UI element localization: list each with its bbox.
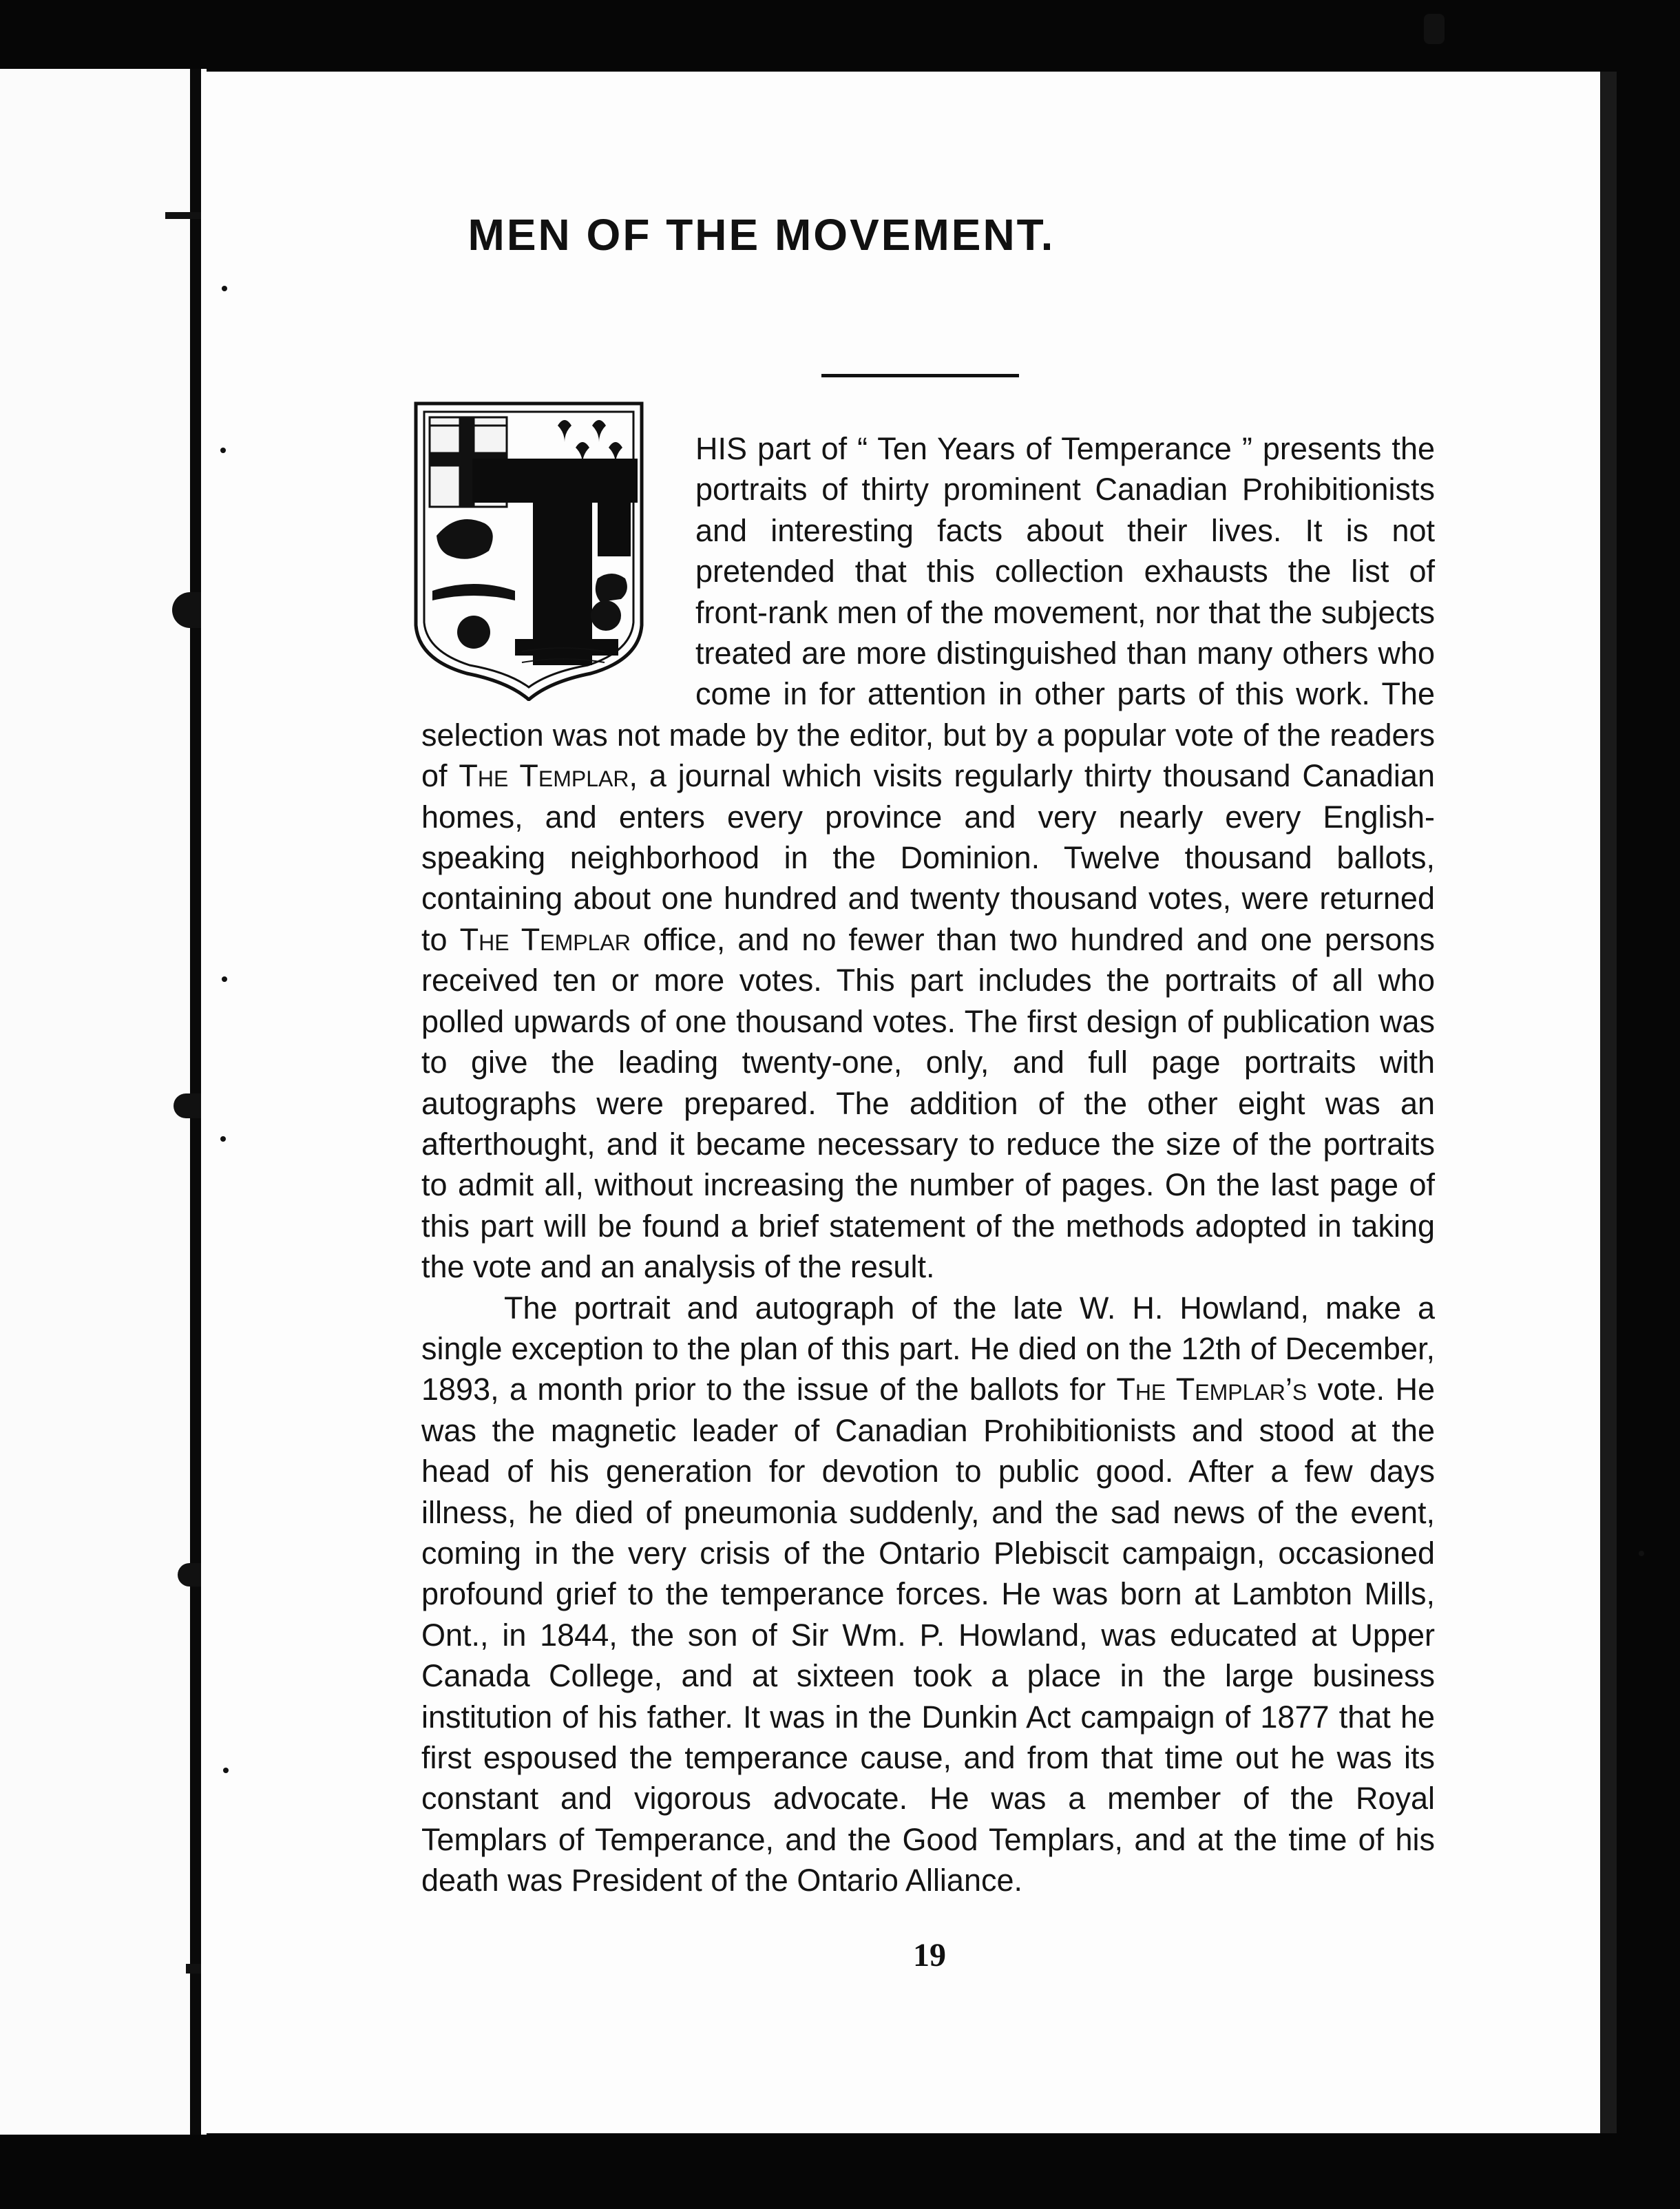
journal-name: The Templar [459, 921, 631, 957]
journal-name: The Templar [459, 758, 629, 794]
title-rule [821, 374, 1019, 377]
margin-dot [222, 976, 227, 982]
page-title: MEN OF THE MOVEMENT. [468, 210, 1056, 260]
paragraph-text: The portrait and autograph of the late W. H. Howland, make a single exception to the plan of this part. He died on the 12th of December, 1893, a month prior to the issue of the ballots for [421, 1290, 1435, 1407]
paragraph-intro [421, 428, 1435, 1288]
paragraph-text: , a journal which visits regularly thirty thousand Canadian homes, and enters every province and very nearly every English-speaking neighborhood in the Dominion. Twelve thousand ballots, containing about one hundred and twenty thousand votes, were returned to [421, 758, 1435, 957]
margin-dot [220, 1136, 226, 1142]
page-number: 19 [913, 1937, 946, 1974]
paragraph-text: vote. He was the magnetic leader of Canadian Prohibitionists and stood at the head of his generation for devotion to public good. After a few days illness, he died of pneumonia suddenly, and the sad news of the event, coming in the very crisis of the Ontario Plebiscit campaign, occasioned profound grief to the temperance forces. He was born at Lambton Mills, Ont., in 1844, the son of Sir Wm. P. Howland, was educated at Upper Canada College, and at sixteen took a place in the large business institution of his father. It was in the Dunkin Act campaign of 1877 that he first espoused the temperance cause, and from that time out he was its constant and vigorous advocate. He was a member of the Royal Templars of Temperance, and the Good Templars, and at the time of his death was President of the Ontario Alliance. [421, 1372, 1436, 1898]
paragraph-text: office, and no fewer than two hundred and one persons received ten or more votes. This part includes the portraits of all who polled upwards of one thousand votes. The first design of publication was to give the leading twenty-one, only, and full page portraits with autographs were prepared. The addition of the other eight was an afterthought, and it became necessary to reduce the size of the portraits to admit all, without increasing the number of pages. On the last page of this part will be found a brief statement of the methods adopted in taking the vote and an analysis of the result. [421, 921, 1435, 1285]
margin-dot [1639, 1551, 1644, 1556]
margin-dot [220, 448, 226, 453]
paragraph-text: HIS part of “ Ten Years of Temperance ” presents the portraits of thirty prominent Canadian Prohibitionists and interesting facts about their lives. It is not pretended that this collection exhausts the list of front-rank men of the movement, nor that the subjects treated are more distinguished than many others who come in for attention in other parts of this work. The selection was not made by the editor, but by a popular vote of the readers of [421, 431, 1435, 794]
corner-smudge [1424, 14, 1445, 44]
margin-dot [223, 1768, 229, 1773]
journal-name: The Templar’s [1116, 1372, 1308, 1407]
article-body [421, 428, 1435, 1901]
paragraph-howland [421, 1288, 1435, 1901]
margin-dot [222, 286, 227, 291]
page-edge-shadow [1600, 72, 1617, 2133]
drop-cap-space [421, 428, 695, 712]
